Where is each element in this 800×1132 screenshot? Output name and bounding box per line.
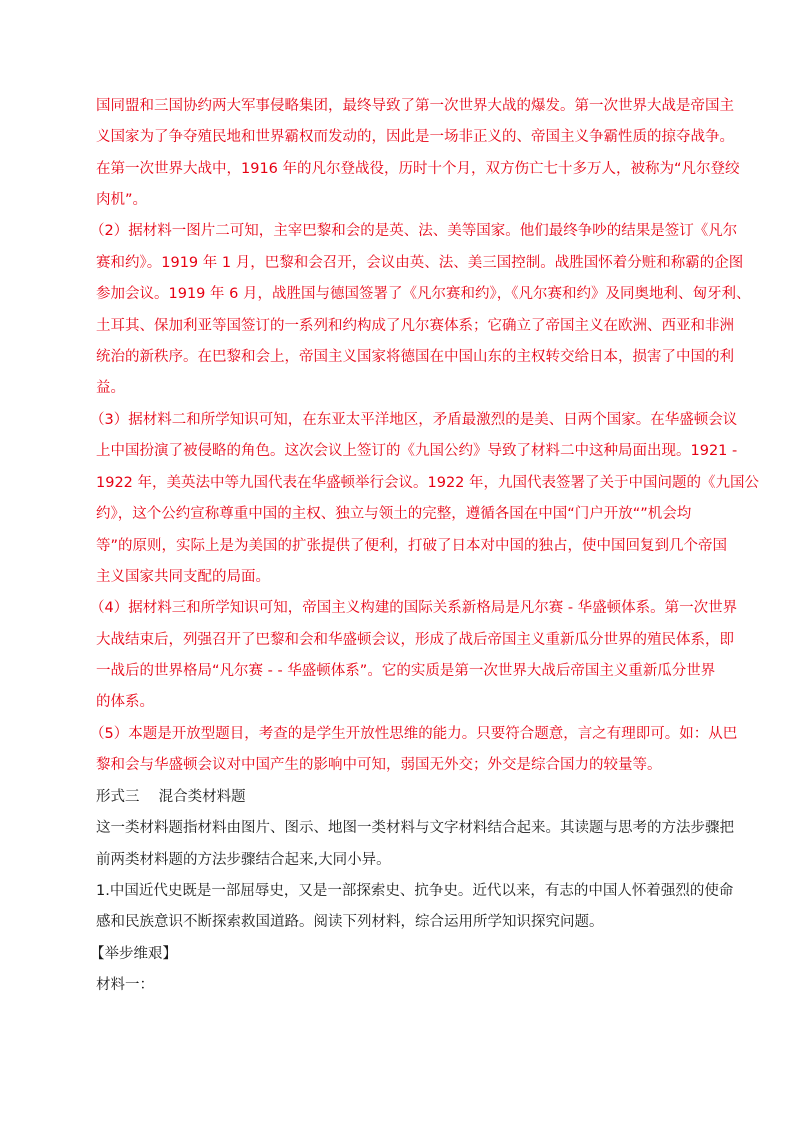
material-label: 材料一：: [96, 977, 154, 993]
bracket-label: 【举步维艰】: [90, 946, 177, 962]
intro-line: 前两类材料题的方法步骤结合起来,大同小异。: [96, 852, 391, 868]
text-line: 1922 年，美英法中等九国代表在华盛顿举行会议。1922 年，九国代表签署了关于中国问题的《九国公: [96, 475, 760, 491]
question-line: 1.中国近代史既是一部屈辱史，又是一部探索史、抗争史。近代以来，有志的中国人怀着强烈的使命: [96, 883, 734, 899]
text-line: （5）本题是开放型题目，考查的是学生开放性思维的能力。只要符合题意，言之有理即可。如：从巴: [90, 726, 738, 742]
text-line: 赛和约》。1919 年 1 月，巴黎和会召开，会议由英、法、美三国控制。战胜国怀着分赃和称霸的企图: [96, 255, 744, 271]
text-line: 义国家为了争夺殖民地和世界霸权而发动的，因此是一场非正义的、帝国主义争霸性质的掠夺战争。: [96, 129, 734, 145]
text-line: 等”的原则，实际上是为美国的扩张提供了便利，打破了日本对中国的独占，使中国回复到几个帝国: [96, 538, 728, 554]
intro-line: 这一类材料题指材料由图片、图示、地图一类材料与文字材料结合起来。其读题与思考的方法步骤把: [96, 820, 734, 836]
text-line: （4）据材料三和所学知识可知，帝国主义构建的国际关系新格局是凡尔赛 - 华盛顿体系。第一次世界: [90, 600, 738, 616]
text-line: 上中国扮演了被侵略的角色。这次会议上签订的《九国公约》导致了材料二中这种局面出现。1921 -: [96, 443, 738, 459]
text-line: 统治的新秩序。在巴黎和会上，帝国主义国家将德国在中国山东的主权转交给日本，损害了中国的利: [96, 349, 734, 365]
text-line: 参加会议。1919 年 6 月，战胜国与德国签署了《凡尔赛和约》，《凡尔赛和约》及同奥地利、匈牙利、: [96, 286, 751, 302]
text-line: 益。: [96, 380, 125, 396]
text-line: 大战结束后，列强召开了巴黎和会和华盛顿会议，形成了战后帝国主义重新瓜分世界的殖民体系，即: [96, 632, 734, 648]
text-line: 肉机”。: [96, 192, 148, 208]
text-line: （3）据材料二和所学知识可知，在东亚太平洋地区，矛盾最激烈的是美、日两个国家。在华盛顿会议: [90, 412, 738, 428]
text-line: 国同盟和三国协约两大军事侵略集团，最终导致了第一次世界大战的爆发。第一次世界大战是帝国主: [96, 98, 734, 114]
text-line: 约》，这个公约宣称尊重中国的主权、独立与领土的完整，遵循各国在中国“门户开放“”机会均: [96, 506, 692, 522]
text-line: 土耳其、保加利亚等国签订的一系列和约构成了凡尔赛体系；它确立了帝国主义在欧洲、西亚和非洲: [96, 318, 734, 334]
question-line: 感和民族意识不断探索救国道路。阅读下列材料，综合运用所学知识探究问题。: [96, 914, 604, 930]
section-heading: 形式三 混合类材料题: [96, 789, 246, 805]
text-line: 在第一次世界大战中，1916 年的凡尔登战役，历时十个月，双方伤亡七十多万人，被称为“凡尔登绞: [96, 161, 740, 177]
text-line: 的体系。: [96, 694, 154, 710]
text-line: 黎和会与华盛顿会议对中国产生的影响中可知，弱国无外交；外交是综合国力的较量等。: [96, 757, 662, 773]
text-line: 一战后的世界格局“凡尔赛 - - 华盛顿体系”。它的实质是第一次世界大战后帝国主义重新瓜分世界: [96, 663, 716, 679]
text-line: （2）据材料一图片二可知，主宰巴黎和会的是英、法、美等国家。他们最终争吵的结果是签订《凡尔: [90, 223, 738, 239]
text-line: 主义国家共同支配的局面。: [96, 569, 270, 585]
